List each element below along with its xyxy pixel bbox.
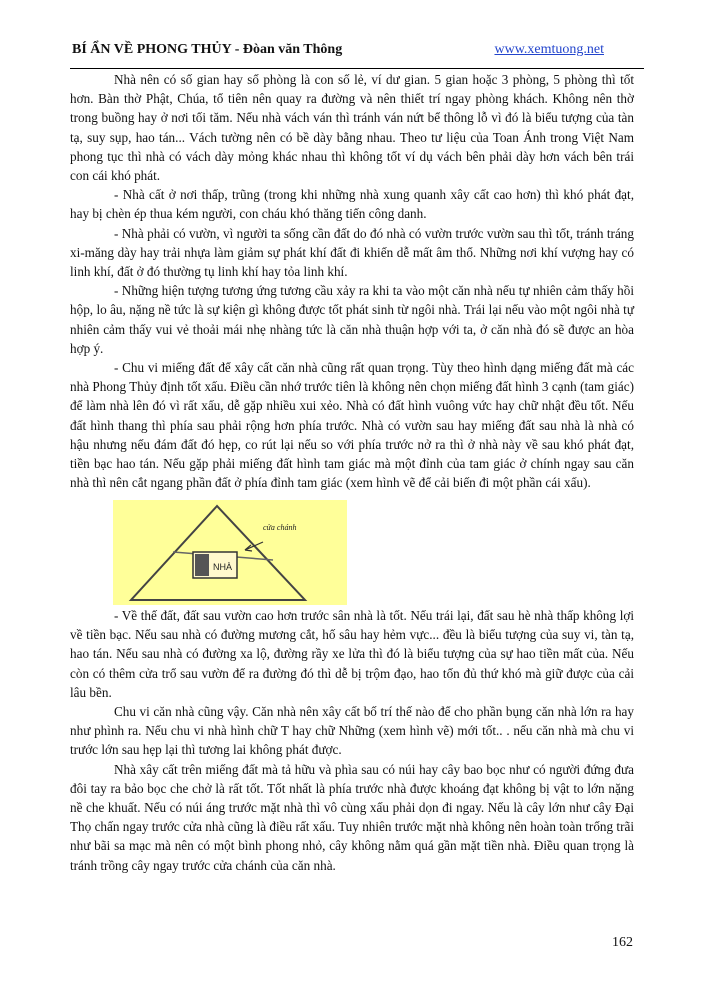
- paragraph: - Về thế đất, đất sau vườn cao hơn trước sân nhà là tốt. Nếu trái lại, đất sau hè nhà thấp không lợi về tiền bạc. Nếu sau nhà có đường mương cắt, hố sâu hay hẻm vực... đều là biểu tượng của suy vi, tàn tạ, hao tán. Nếu sau nhà có đường xa lộ, đường rầy xe lửa thì đó là biểu tượng của sự hao tiền mất của. Nếu còn có thêm cửa trổ sau vườn để ra đường đó thì dễ bị trộm đạo, hao tốn đủ thứ khó mà giữ được của cải lâu bền.: [70, 608, 634, 700]
- gate-label: cửa chánh: [263, 523, 297, 532]
- book-title: BÍ ẨN VỀ PHONG THỦY - Đòan văn Thông: [72, 42, 343, 57]
- house-label: NHÀ: [213, 562, 233, 572]
- website-link[interactable]: www.xemtuong.net: [494, 42, 604, 57]
- triangle-lot-drawing: [113, 500, 347, 605]
- main-text-continued: [70, 606, 634, 875]
- main-text: [70, 70, 634, 492]
- house-shading: [195, 554, 209, 576]
- page-number: 162: [612, 935, 633, 950]
- paragraph: - Những hiện tượng tương ứng tương cầu xảy ra khi ta vào một căn nhà nếu tự nhiên cảm thấy hồi hộp, lo âu, nặng nề tức là sự kiện gì không được tốt phát sinh từ ngôi nhà. Trái lại nếu vào một ngôi nhà tự nhiên cảm thấy vui vẻ thoải mái nhẹ nhàng tức là căn nhà thuận hợp với ta, ở căn nhà đó sẽ được an hòa hợp ý.: [70, 283, 634, 356]
- header-divider: [70, 68, 644, 69]
- paragraph: Nhà nên có số gian hay số phòng là con số lẻ, ví dư gian. 5 gian hoặc 3 phòng, 5 phòng thì tốt hơn. Bàn thờ Phật, Chúa, tổ tiên nên quay ra đường và nên thiết trí ngay phòng khách. Không nên thờ trong buồng hay ở nơi tối tăm. Nếu nhà vách ván thì tránh ván nứt bể thông lỗ vì đó là biểu tượng của tàn tạ, suy sụp, hao tán... Vách tường nên có bề dày bằng nhau. Theo tư liệu của Toan Ánh trong Việt Nam phong tục thì nhà có vách dày mỏng khác nhau thì không tốt ví dụ vách bên phải dày hơn vách bên trái con cái khó phát.: [70, 72, 634, 184]
- paragraph: Chu vi căn nhà cũng vậy. Căn nhà nên xây cất bố trí thế nào để cho phần bụng căn nhà lớn ra hay như phình ra. Nếu chu vi nhà hình chữ T hay chữ Những (xem hình vẽ) mới tốt.. . nếu căn nhà mà chu vi trước lớn sau hẹp lại thì tương lai không phát được.: [70, 704, 634, 758]
- triangle-lot-figure: [113, 500, 347, 605]
- paragraph: - Nhà cất ở nơi thấp, trũng (trong khi những nhà xung quanh xây cất cao hơn) thì khó phát đạt, hay bị chèn ép thua kém người, con cháu khó thăng tiến công danh.: [70, 187, 634, 222]
- paragraph: - Chu vi miếng đất để xây cất căn nhà cũng rất quan trọng. Tùy theo hình dạng miếng đất mà các nhà Phong Thủy định tốt xấu. Điều cần nhớ trước tiên là không nên chọn miếng đất hình 3 cạnh (tam giác) để làm nhà lên đó vì rất xấu, dễ gặp nhiều xui xẻo. Nhà có đất hình vuông vức hay chữ nhật đều tốt. Nếu đất hình thang thì phía sau phải rộng hơn phía trước. Nhà có vườn sau hay miếng đất sau nhà là nhà có hậu nhưng nếu đám đất đó hẹp, co rút lại nếu so với phía trước nở ra thì ở nhà này về sau khó phát đạt, tiền bạc hao tán. Nếu gặp phải miếng đất hình tam giác mà một đỉnh của tam giác ở chính ngay sau căn nhà thì nên cắt ngang phần đất ở phía đỉnh tam giác (xem hình vẽ để cải biến đi một phần cái xấu).: [70, 360, 634, 491]
- paragraph: - Nhà phải có vườn, vì người ta sống cần đất do đó nhà có vườn trước vườn sau thì tốt, tránh tráng xi-măng dày hay trải nhựa làm giảm sự phát khí đất đi khiến dễ mất âm thổ. Những nơi khí vượng hay có linh khí, đất ở đó thường tụ linh khí hay tỏa linh khí.: [70, 225, 634, 280]
- page-header: [72, 40, 632, 64]
- paragraph: Nhà xây cất trên miếng đất mà tả hữu và phìa sau có núi hay cây bao bọc như có người đứng đưa đôi tay ra bảo bọc che chở là rất tốt. Tốt nhất là phía trước nhà được khoáng đạt không bị vật to lớn nặng nề che khuất. Nếu có núi áng trước mặt nhà thì vô cùng xấu phải dọn đi ngay. Nếu là cây lớn như cây Đại Thọ chấn ngay trước cửa nhà cũng là điều rất xấu. Tuy nhiên trước mặt nhà không nên hoàn toàn trống trãi như bãi sa mạc mà nên có một bình phong nhỏ, cây không nằm quá gần mặt tiền nhà. Điều quan trọng là tránh trồng cây ngay trước cửa chánh của căn nhà.: [70, 761, 634, 873]
